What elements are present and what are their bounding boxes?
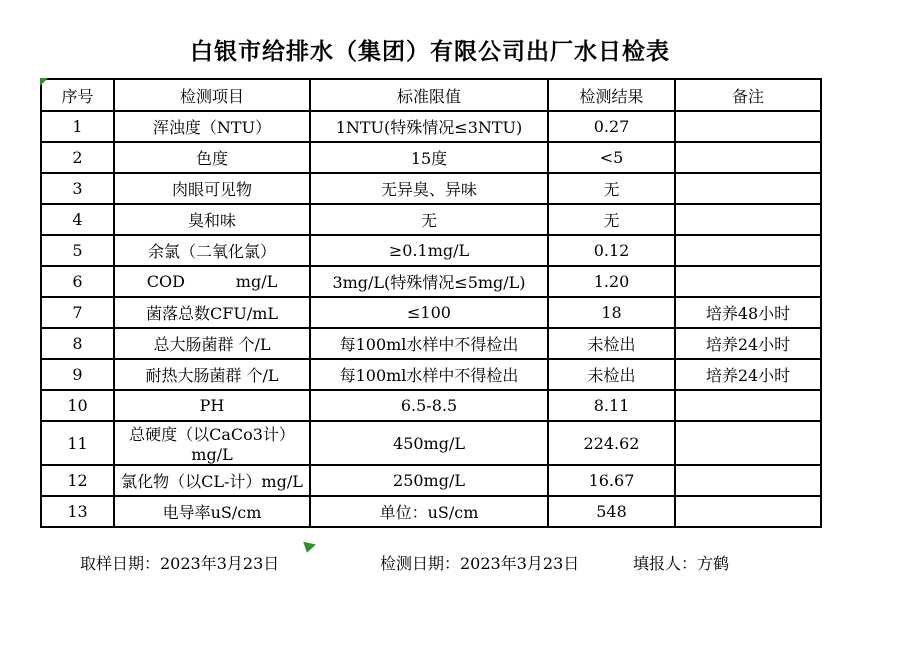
cell-item: 菌落总数CFU/mL xyxy=(114,297,310,328)
cell-no: 7 xyxy=(41,297,114,328)
table-row xyxy=(41,390,821,421)
cell-result: <5 xyxy=(548,142,675,173)
cell-no: 13 xyxy=(41,496,114,527)
cell-no: 5 xyxy=(41,235,114,266)
table-row xyxy=(41,142,821,173)
cell-item: 耐热大肠菌群 个/L xyxy=(114,359,310,390)
table-row xyxy=(41,496,821,527)
cell-item: 色度 xyxy=(114,142,310,173)
cell-no: 9 xyxy=(41,359,114,390)
cell-remark xyxy=(675,390,821,421)
table-row xyxy=(41,204,821,235)
cell-remark xyxy=(675,111,821,142)
page-title: 白银市给排水（集团）有限公司出厂水日检表 xyxy=(190,38,670,65)
table-row xyxy=(41,328,821,359)
cell-no: 4 xyxy=(41,204,114,235)
header-row xyxy=(41,79,821,111)
selection-corner-marker xyxy=(40,78,48,86)
cell-item: 总硬度（以CaCo3计）mg/L xyxy=(114,421,310,465)
cell-result: 16.67 xyxy=(548,465,675,496)
cell-remark xyxy=(675,465,821,496)
cell-result: 未检出 xyxy=(548,328,675,359)
cell-standard: 450mg/L xyxy=(310,421,548,465)
cell-remark xyxy=(675,421,821,465)
cell-remark: 培养24小时 xyxy=(675,359,821,390)
table-row xyxy=(41,297,821,328)
selection-arrow-marker xyxy=(301,542,316,554)
cell-standard: 15度 xyxy=(310,142,548,173)
cell-standard: 每100ml水样中不得检出 xyxy=(310,359,548,390)
reporter: 填报人：方鹤 xyxy=(633,554,730,573)
sampling-date: 取样日期：2023年3月23日 xyxy=(80,554,280,573)
table-row xyxy=(41,465,821,496)
column-header-no: 序号 xyxy=(41,79,114,111)
cell-standard: 1NTU(特殊情况≤3NTU) xyxy=(310,111,548,142)
table-row xyxy=(41,235,821,266)
cell-no: 3 xyxy=(41,173,114,204)
cell-item: 浑浊度（NTU） xyxy=(114,111,310,142)
column-header-result: 检测结果 xyxy=(548,79,675,111)
cell-result: 18 xyxy=(548,297,675,328)
cell-standard: 250mg/L xyxy=(310,465,548,496)
cell-no: 6 xyxy=(41,266,114,297)
cell-remark xyxy=(675,173,821,204)
cell-item: PH xyxy=(114,390,310,421)
table-row xyxy=(41,111,821,142)
cell-item: 肉眼可见物 xyxy=(114,173,310,204)
cell-standard: 每100ml水样中不得检出 xyxy=(310,328,548,359)
table-row xyxy=(41,421,821,465)
cell-item: 总大肠菌群 个/L xyxy=(114,328,310,359)
cell-item: COD mg/L xyxy=(114,266,310,297)
cell-remark xyxy=(675,235,821,266)
cell-result: 1.20 xyxy=(548,266,675,297)
test-date: 检测日期：2023年3月23日 xyxy=(380,554,580,573)
cell-result: 548 xyxy=(548,496,675,527)
column-header-remark: 备注 xyxy=(675,79,821,111)
table-row xyxy=(41,359,821,390)
cell-result: 无 xyxy=(548,204,675,235)
cell-result: 8.11 xyxy=(548,390,675,421)
cell-no: 1 xyxy=(41,111,114,142)
cell-standard: 3mg/L(特殊情况≤5mg/L) xyxy=(310,266,548,297)
cell-result: 0.12 xyxy=(548,235,675,266)
column-header-standard: 标准限值 xyxy=(310,79,548,111)
cell-remark: 培养24小时 xyxy=(675,328,821,359)
cell-result: 224.62 xyxy=(548,421,675,465)
cell-standard: 无 xyxy=(310,204,548,235)
cell-item: 臭和味 xyxy=(114,204,310,235)
cell-standard: 单位：uS/cm xyxy=(310,496,548,527)
cell-standard: 无异臭、异味 xyxy=(310,173,548,204)
cell-result: 0.27 xyxy=(548,111,675,142)
cell-result: 未检出 xyxy=(548,359,675,390)
cell-remark xyxy=(675,204,821,235)
cell-item: 氯化物（以CL-计）mg/L xyxy=(114,465,310,496)
cell-remark xyxy=(675,266,821,297)
table-row xyxy=(41,173,821,204)
cell-standard: ≤100 xyxy=(310,297,548,328)
cell-remark: 培养48小时 xyxy=(675,297,821,328)
cell-no: 8 xyxy=(41,328,114,359)
inspection-table xyxy=(40,78,822,528)
cell-remark xyxy=(675,142,821,173)
table-row xyxy=(41,266,821,297)
cell-remark xyxy=(675,496,821,527)
cell-no: 11 xyxy=(41,421,114,465)
cell-no: 12 xyxy=(41,465,114,496)
cell-no: 2 xyxy=(41,142,114,173)
cell-standard: 6.5-8.5 xyxy=(310,390,548,421)
cell-item: 电导率uS/cm xyxy=(114,496,310,527)
column-header-item: 检测项目 xyxy=(114,79,310,111)
cell-standard: ≥0.1mg/L xyxy=(310,235,548,266)
cell-no: 10 xyxy=(41,390,114,421)
cell-result: 无 xyxy=(548,173,675,204)
cell-item: 余氯（二氧化氯） xyxy=(114,235,310,266)
